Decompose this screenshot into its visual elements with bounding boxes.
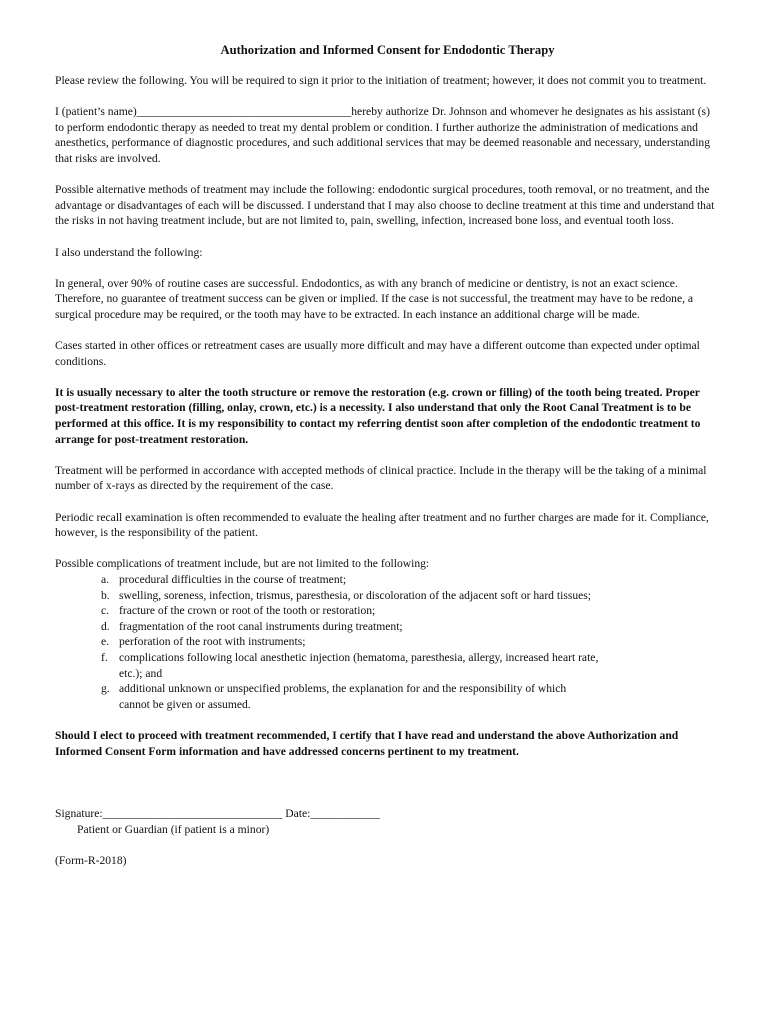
list-item	[101, 634, 720, 650]
list-item-text: swelling, soreness, infection, trismus, paresthesia, or discoloration of the adjacent soft or hard tissues;	[119, 588, 592, 602]
list-item-letter: a.	[101, 573, 110, 586]
complications-intro: Possible complications of treatment include, but are not limited to the following:	[55, 557, 430, 571]
restoration-paragraph: It is usually necessary to alter the tooth structure or remove the restoration (e.g. crown or filling) of the tooth being treated. Proper post-treatment restoration (filling, onlay, crown, etc.) is a necessity. I also understand that only the Root Canal Treatment is to be performed at this office. It is my responsibility to contact my referring dentist soon after completion of the endodontic treatment to arrange for post-treatment restoration.	[55, 385, 701, 446]
alternatives-paragraph: Possible alternative methods of treatment may include the following: endodontic surgical procedures, tooth removal, or no treatment, and the advantage or disadvantages of each will be discussed. I understand that I may also choose to decline treatment at this time and understand that the risks in not having treatment include, but are not limited to, pain, swelling, infection, increased bone loss, and eventual tooth loss.	[55, 183, 715, 228]
list-item-letter: e.	[101, 635, 110, 649]
list-item	[101, 650, 720, 681]
retreatment-paragraph: Cases started in other offices or retreatment cases are usually more difficult and may have a different outcome than expected under optimal conditions.	[55, 339, 700, 368]
list-item	[101, 588, 720, 604]
authorization-paragraph: I (patient’s name)_____________________________________hereby authorize Dr. Johnson and whomever he designates as his assistant (s) to perform endodontic therapy as needed to treat my dental problem or condition. I further authorize the administration of medications and anesthetics, performance of diagnostic procedures, and such additional services that may be deemed reasonable and necessary, understanding that risks are involved.	[55, 105, 711, 165]
signature-block	[55, 806, 720, 837]
signature-date-line[interactable]: Signature:_______________________________ Date:____________	[55, 807, 380, 821]
list-item-text: fragmentation of the root canal instruments during treatment;	[119, 619, 403, 633]
list-item-letter: g.	[101, 682, 110, 696]
understand-paragraph: I also understand the following:	[55, 245, 203, 259]
list-item	[101, 681, 720, 712]
success-rate-paragraph: In general, over 90% of routine cases are successful. Endodontics, as with any branch of medicine or dentistry, is not an exact science. Therefore, no guarantee of treatment success can be given or implied. If the case is not successful, the treatment may have to be redone, a surgical procedure may be required, or the tooth may have to be extracted. In each instance an additional charge will be made.	[55, 276, 694, 321]
methods-paragraph: Treatment will be performed in accordance with accepted methods of clinical practice. Include in the therapy will be the taking of a minimal number of x-rays as directed by the requirement of the case.	[55, 463, 707, 493]
form-code: (Form-R-2018)	[55, 854, 127, 868]
list-item-letter: c.	[101, 604, 110, 618]
certification-paragraph: Should I elect to proceed with treatment recommended, I certify that I have read and understand the above Authorization and Informed Consent Form information and have addressed concerns pertinent to my treatment.	[55, 728, 679, 758]
list-item-text: fracture of the crown or root of the tooth or restoration;	[119, 604, 376, 618]
list-item	[101, 619, 720, 635]
recall-paragraph: Periodic recall examination is often recommended to evaluate the healing after treatment and no further charges are made for it. Compliance, however, is the responsibility of the patient.	[55, 510, 709, 540]
signature-caption: Patient or Guardian (if patient is a minor)	[77, 822, 270, 836]
list-item	[101, 572, 720, 588]
complications-list	[55, 572, 720, 712]
list-item	[101, 603, 720, 619]
list-item-letter: d.	[101, 619, 110, 633]
list-item-letter: b.	[101, 588, 110, 602]
list-item-letter: f.	[101, 650, 108, 664]
list-item-text: perforation of the root with instruments;	[119, 635, 306, 649]
list-item-text: additional unknown or unspecified problems, the explanation for and the responsibility of which cannot be given or assumed.	[119, 682, 567, 711]
document-title: Authorization and Informed Consent for Endodontic Therapy	[220, 43, 555, 57]
consent-form-page	[55, 42, 720, 885]
list-item-text: procedural difficulties in the course of treatment;	[119, 573, 347, 586]
list-item-text: complications following local anesthetic injection (hematoma, paresthesia, allergy, increased heart rate, etc.); and	[119, 650, 599, 680]
intro-paragraph: Please review the following. You will be required to sign it prior to the initiation of treatment; however, it does not commit you to treatment.	[55, 74, 707, 87]
